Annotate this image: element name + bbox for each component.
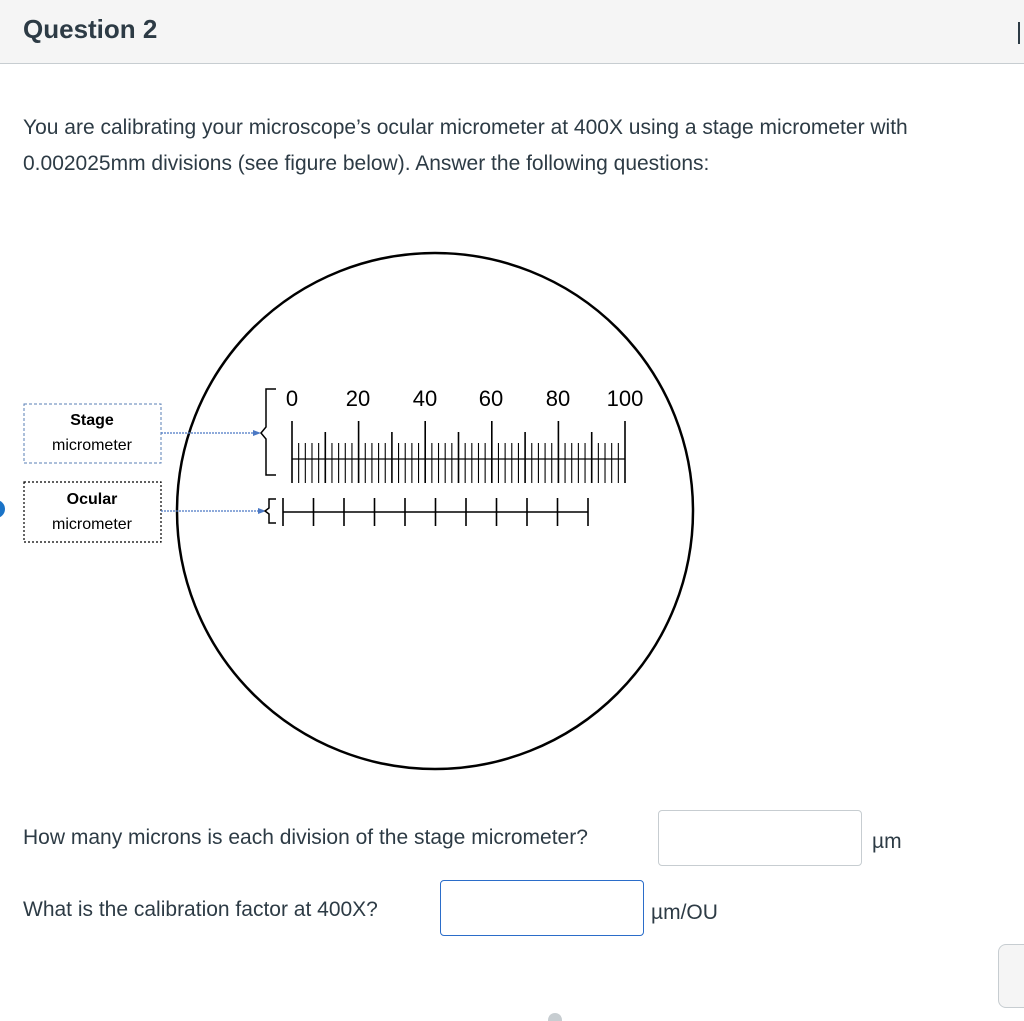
scale-number: 60 bbox=[478, 386, 504, 411]
question-title: Question 2 bbox=[23, 14, 158, 44]
stage-division-answer-input[interactable] bbox=[658, 810, 862, 866]
scale-number: 40 bbox=[412, 386, 438, 411]
question-text: You are calibrating your microscope’s ocular micrometer at 400X using a stage micrometer with 0.002025mm divisions (see figure below). Answer the following questions: bbox=[23, 116, 908, 175]
q1-unit: µm bbox=[872, 830, 902, 853]
scale-number: 0 bbox=[285, 386, 299, 411]
calibration-factor-answer-input[interactable] bbox=[440, 880, 644, 936]
side-panel-toggle[interactable] bbox=[998, 944, 1024, 1008]
stage-label-line1: Stage bbox=[70, 412, 114, 429]
question-header bbox=[0, 0, 1024, 64]
scroll-indicator-bottom bbox=[548, 1013, 562, 1021]
q2-unit: µm/OU bbox=[651, 901, 718, 924]
scale-number: 80 bbox=[545, 386, 571, 411]
scale-number: 100 bbox=[606, 386, 644, 411]
question-2-text: What is the calibration factor at 400X? bbox=[23, 898, 378, 921]
micrometer-diagram bbox=[0, 240, 720, 785]
stage-label-line2: micrometer bbox=[51, 437, 133, 454]
ocular-label-line2: micrometer bbox=[51, 516, 133, 533]
ocular-label-line1: Ocular bbox=[66, 491, 118, 508]
micrometer-figure bbox=[0, 240, 720, 785]
scale-number: 20 bbox=[345, 386, 371, 411]
question-1-text: How many microns is each division of the stage micrometer? bbox=[23, 826, 588, 849]
flag-icon[interactable] bbox=[1018, 22, 1024, 44]
